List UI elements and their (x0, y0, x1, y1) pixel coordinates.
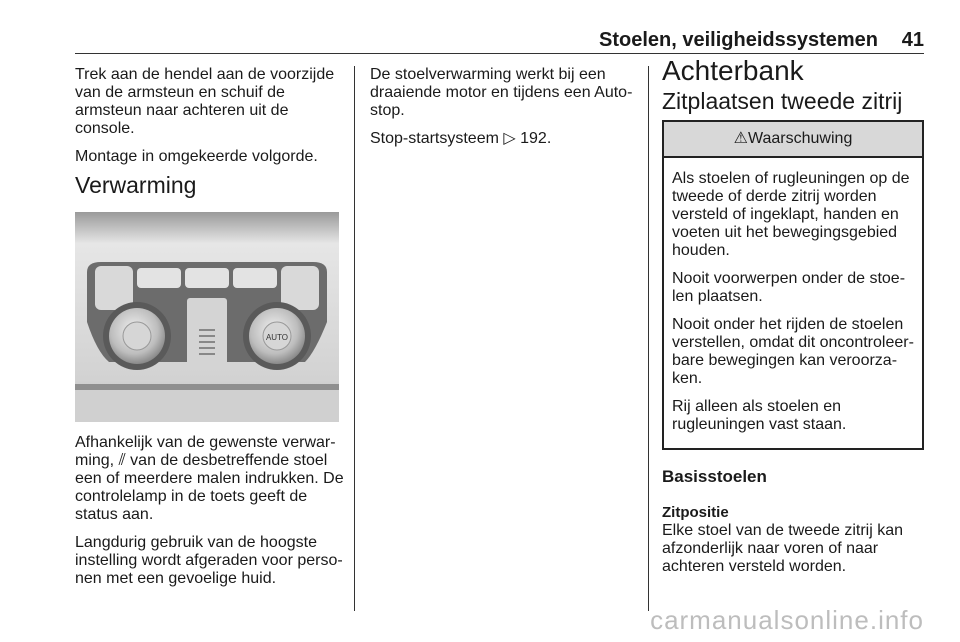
section-heading-heating: Verwarming (75, 172, 197, 198)
watermark: carmanualsonline.info (650, 605, 924, 635)
warning-title: ⚠Waarschuwing (664, 122, 922, 158)
subheading: Zitplaatsen tweede zitrij (662, 88, 903, 114)
paragraph-crossref: Stop-startsysteem ▷ 192. (370, 130, 552, 147)
section-heading-rear-seat: Achterbank (662, 55, 804, 86)
paragraph: Elke stoel van de tweede zitrij kan afzonderlijk naar voren of naar achteren versteld worden. (662, 522, 904, 575)
column-divider (354, 66, 355, 611)
header-title: Stoelen, veiligheidssystemen (599, 29, 878, 51)
subsection-heading: Zitpositie (662, 504, 729, 521)
warning-text: Nooit voorwerpen onder de stoelen plaatsen. (672, 270, 906, 305)
paragraph: Montage in omgekeerde volgorde. (75, 148, 318, 165)
paragraph: Langdurig gebruik van de hoogste instelling wordt afgeraden voor personen met een gevoelige huid. (75, 534, 343, 587)
warning-text: Nooit onder het rijden de stoelen verstellen, omdat dit oncontroleerbare bewegingen kan veroorzaken. (672, 316, 914, 387)
warning-text: Rij alleen als stoelen en rugleuningen vast staan. (672, 398, 847, 433)
header-rule (75, 53, 924, 54)
column-divider (648, 66, 649, 611)
climate-control-photo (75, 212, 339, 422)
column-3 (662, 55, 924, 576)
column-1 (75, 66, 345, 598)
warning-text: Als stoelen of rugleuningen op de tweede of derde zitrij worden versteld of ingeklapt, handen en voeten uit het bewegingsgebied houden. (672, 170, 910, 259)
section-heading-basic-seats: Basisstoelen (662, 467, 767, 486)
paragraph: Trek aan de hendel aan de voorzijde van de armsteun en schuif de armsteun naar achteren uit de console. (75, 66, 335, 137)
seat-heating-icon: ⫽ (118, 452, 126, 469)
page-number: 41 (901, 29, 924, 51)
paragraph: De stoelverwarming werkt bij een draaiende motor en tijdens een Auto-stop. (370, 66, 633, 119)
column-2 (370, 66, 638, 158)
warning-box (662, 120, 924, 450)
auto-label: AUTO (265, 333, 289, 342)
paragraph: Afhankelijk van de gewenste verwarming, ⫽ van de desbetreffende stoel een of meerdere malen indrukken. De controlelamp in de toets geeft de status aan. (75, 434, 344, 523)
